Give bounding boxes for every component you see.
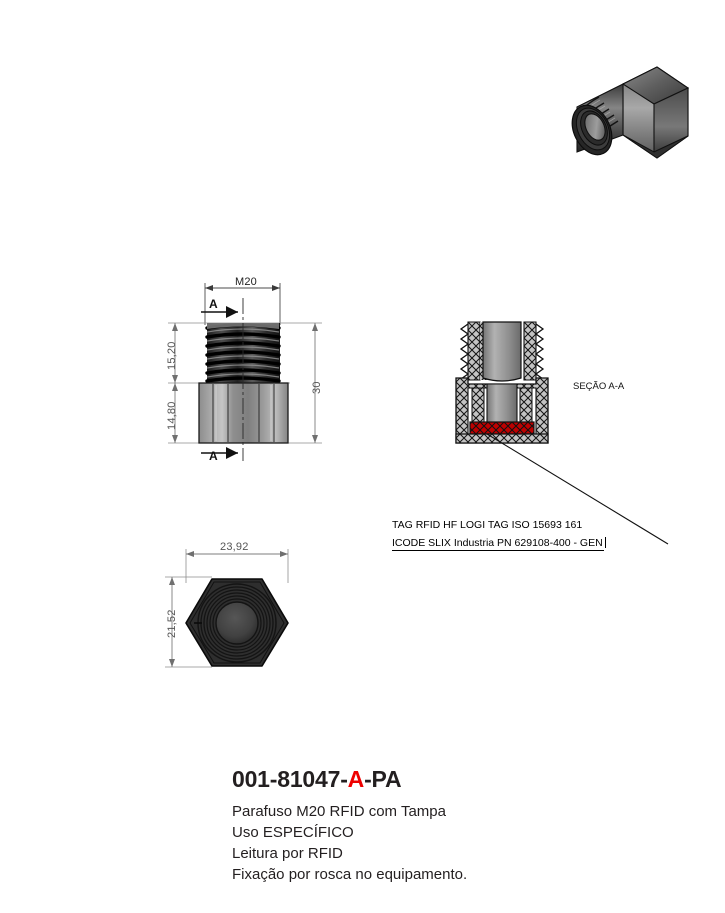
part-number-suffix: -PA — [364, 766, 402, 792]
rfid-callout-line-2: ICODE SLIX Industria PN 629108-400 - GEN — [392, 537, 603, 549]
threaded-shank — [207, 323, 280, 383]
section-mark-top — [201, 306, 238, 318]
part-number — [232, 766, 632, 793]
isometric-body — [564, 67, 688, 161]
title-block — [232, 766, 632, 885]
bottom-plan-view — [150, 535, 325, 680]
dimension-label-overall-height: 30 — [311, 381, 323, 394]
isometric-view — [520, 50, 705, 195]
rfid-callout-line-1: TAG RFID HF LOGI TAG ISO 15693 161 — [392, 519, 583, 531]
description-line-4: Fixação por rosca no equipamento. — [232, 866, 468, 883]
dimension-label-thread-length: 15,20 — [166, 341, 178, 370]
dimension-label-cap-height: 14,80 — [166, 401, 178, 430]
section-view-label: SEÇÃO A-A — [573, 381, 625, 392]
description-line-2: Uso ESPECÍFICO — [232, 824, 354, 841]
front-elevation-view — [150, 265, 350, 475]
center-boss — [216, 602, 258, 644]
text-caret — [605, 537, 606, 548]
dimension-label-m20: M20 — [235, 276, 257, 288]
section-mark-bottom — [201, 447, 238, 459]
part-number-prefix: 001-81047- — [232, 766, 348, 792]
section-shank — [461, 322, 543, 381]
hex-cap-body — [199, 383, 288, 443]
description-line-3: Leitura por RFID — [232, 845, 343, 862]
part-number-revision: A — [347, 766, 365, 792]
dimension-label-across-corners: 23,92 — [220, 541, 249, 553]
rfid-callout-line-2-wrap — [392, 533, 606, 551]
dimension-label-across-flats: 21,52 — [166, 609, 178, 638]
section-letter-top: A — [209, 297, 218, 311]
section-letter-bottom: A — [209, 449, 218, 463]
description-line-1: Parafuso M20 RFID com Tampa — [232, 803, 446, 820]
